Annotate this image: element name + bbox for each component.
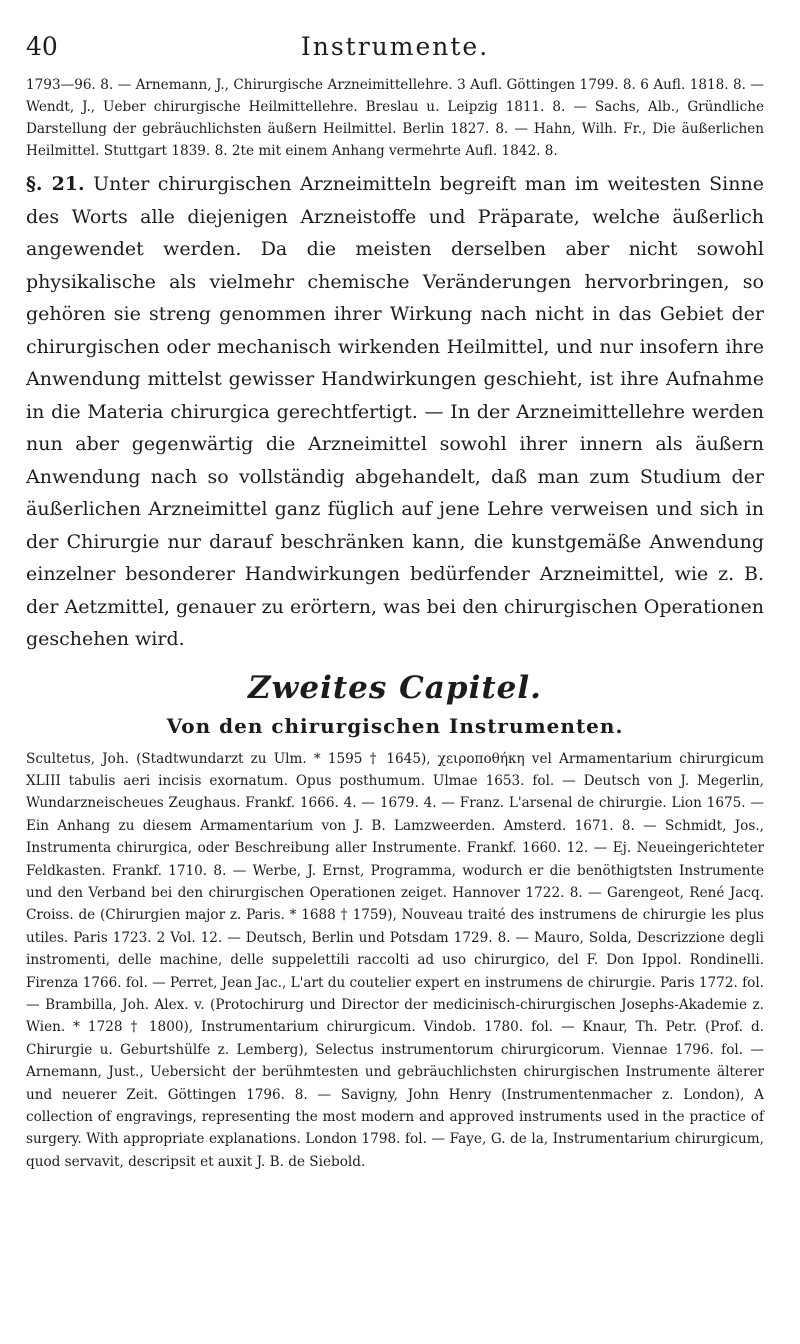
bibliography-paragraph: Scultetus, Joh. (Stadtwundarzt zu Ulm. * 1595 † 1645), χειρoπoθήκη vel Armamentarium chirurgicum XLIII tabulis aeri incisis exornatum. Opus posthumum. Ulmae 1653. fol. — Deutsch von J. Megerlin, Wundarzneischeues Zeughaus. Frankf. 1666. 4. — 1679. 4. — Franz. L'arsenal de chirurgie. Lion 1675. — Ein Anhang zu diesem Armamentarium von J. B. Lamzweerden. Amsterd. 1671. 8. — Schmidt, Jos., Instrumenta chirurgica, oder Beschreibung aller Instrumente. Frankf. 1660. 12. — Ej. Neueingerichteter Feldkasten. Frankf. 1710. 8. — Werbe, J. Ernst, Programma, wodurch er die benöthigtsten Instrumente und den Verband bei den chirurgischen Operationen zeiget. Hannover 1722. 8. — Garengeot, René Jacq. Croiss. de (Chirurgien major z. Paris. * 1688 † 1759), Nouveau traité des instrumens de chirurgie les plus utiles. Paris 1723. 2 Vol. 12. — Deutsch, Berlin und Potsdam 1729. 8. — Mauro, Solda, Descrizzione degli instromenti, delle machine, delle suppelettili raccolti ad uso chirurgico, del F. Don Ippol. Rondinelli. Firenza 1766. fol. — Perret, Jean Jac., L'art du coutelier expert en instrumens de chirurgie. Paris 1772. fol. — Brambilla, Joh. Alex. v. (Protochirurg und Director der medicinisch-chirurgischen Josephs-Akademie z. Wien. * 1728 † 1800), Instrumentarium chirurgicum. Vindob. 1780. fol. — Knaur, Th. Petr. (Prof. d. Chirurgie u. Geburtshülfe z. Lemberg), Selectus instrumentorum chirurgicorum. Viennae 1796. fol. — Arnemann, Just., Uebersicht der berühmtesten und gebräuchlichsten chirurgischen Instrumente älterer und neuerer Zeit. Göttingen 1796. 8. — Savigny, John Henry (Instrumentenmacher z. London), A collection of engravings, representing the most modern and approved instruments used in the practice of surgery. With appropriate explanations. London 1798. fol. — Faye, G. de la, Instrumentarium chirurgicum, quod servavit, descripsit et auxit J. B. de Siebold.	[26, 750, 764, 1170]
chapter-title: Zweites Capitel.	[248, 669, 542, 706]
section-marker: §. 21.	[26, 173, 85, 195]
section-paragraph	[26, 168, 764, 656]
page-header	[26, 30, 764, 74]
top-reference-paragraph: 1793—96. 8. — Arnemann, J., Chirurgische Arzneimittellehre. 3 Aufl. Göttingen 1799. 8. 6 Aufl. 1818. 8. — Wendt, J., Ueber chirurgische Heilmittellehre. Breslau u. Leipzig 1811. 8. — Sachs, Alb., Gründliche Darstellung der gebräuchlichsten äußern Heilmittel. Berlin 1827. 8. — Hahn, Wilh. Fr., Die äußerlichen Heilmittel. Stuttgart 1839. 8. 2te mit einem Anhang vermehrte Aufl. 1842. 8.	[26, 77, 764, 159]
section-text: Unter chirurgischen Arzneimitteln begreift man im weitesten Sinne des Worts alle diejenigen Arzneistoffe und Präparate, welche äußerlich angewendet werden. Da die meisten derselben aber nicht sowohl physikalische als vielmehr chemische Veränderungen hervorbringen, so gehören sie streng genommen ihrer Wirkung nach nicht in das Gebiet der chirurgischen oder mechanisch wirkenden Heilmittel, und nur insofern ihre Anwendung mittelst gewisser Handwirkungen geschieht, ist ihre Aufnahme in die Materia chirurgica gerechtfertigt. — In der Arzneimittellehre werden nun aber gegenwärtig die Arzneimittel sowohl ihrer innern als äußern Anwendung nach so vollständig abgehandelt, daß man zum Studium der äußerlichen Arzneimittel ganz füglich auf jene Lehre verweisen und sich in der Chirurgie nur darauf beschränken kann, die kunstgemäße Anwendung einzelner besonderer Handwirkungen bedürfender Arzneimittel, wie z. B. der Aetzmittel, genauer zu erörtern, was bei den chirurgischen Operationen geschehen wird.	[26, 173, 764, 650]
chapter-subtitle: Von den chirurgischen Instrumenten.	[166, 713, 624, 738]
running-head: Instrumente.	[300, 32, 490, 61]
page-number: 40	[26, 32, 58, 61]
